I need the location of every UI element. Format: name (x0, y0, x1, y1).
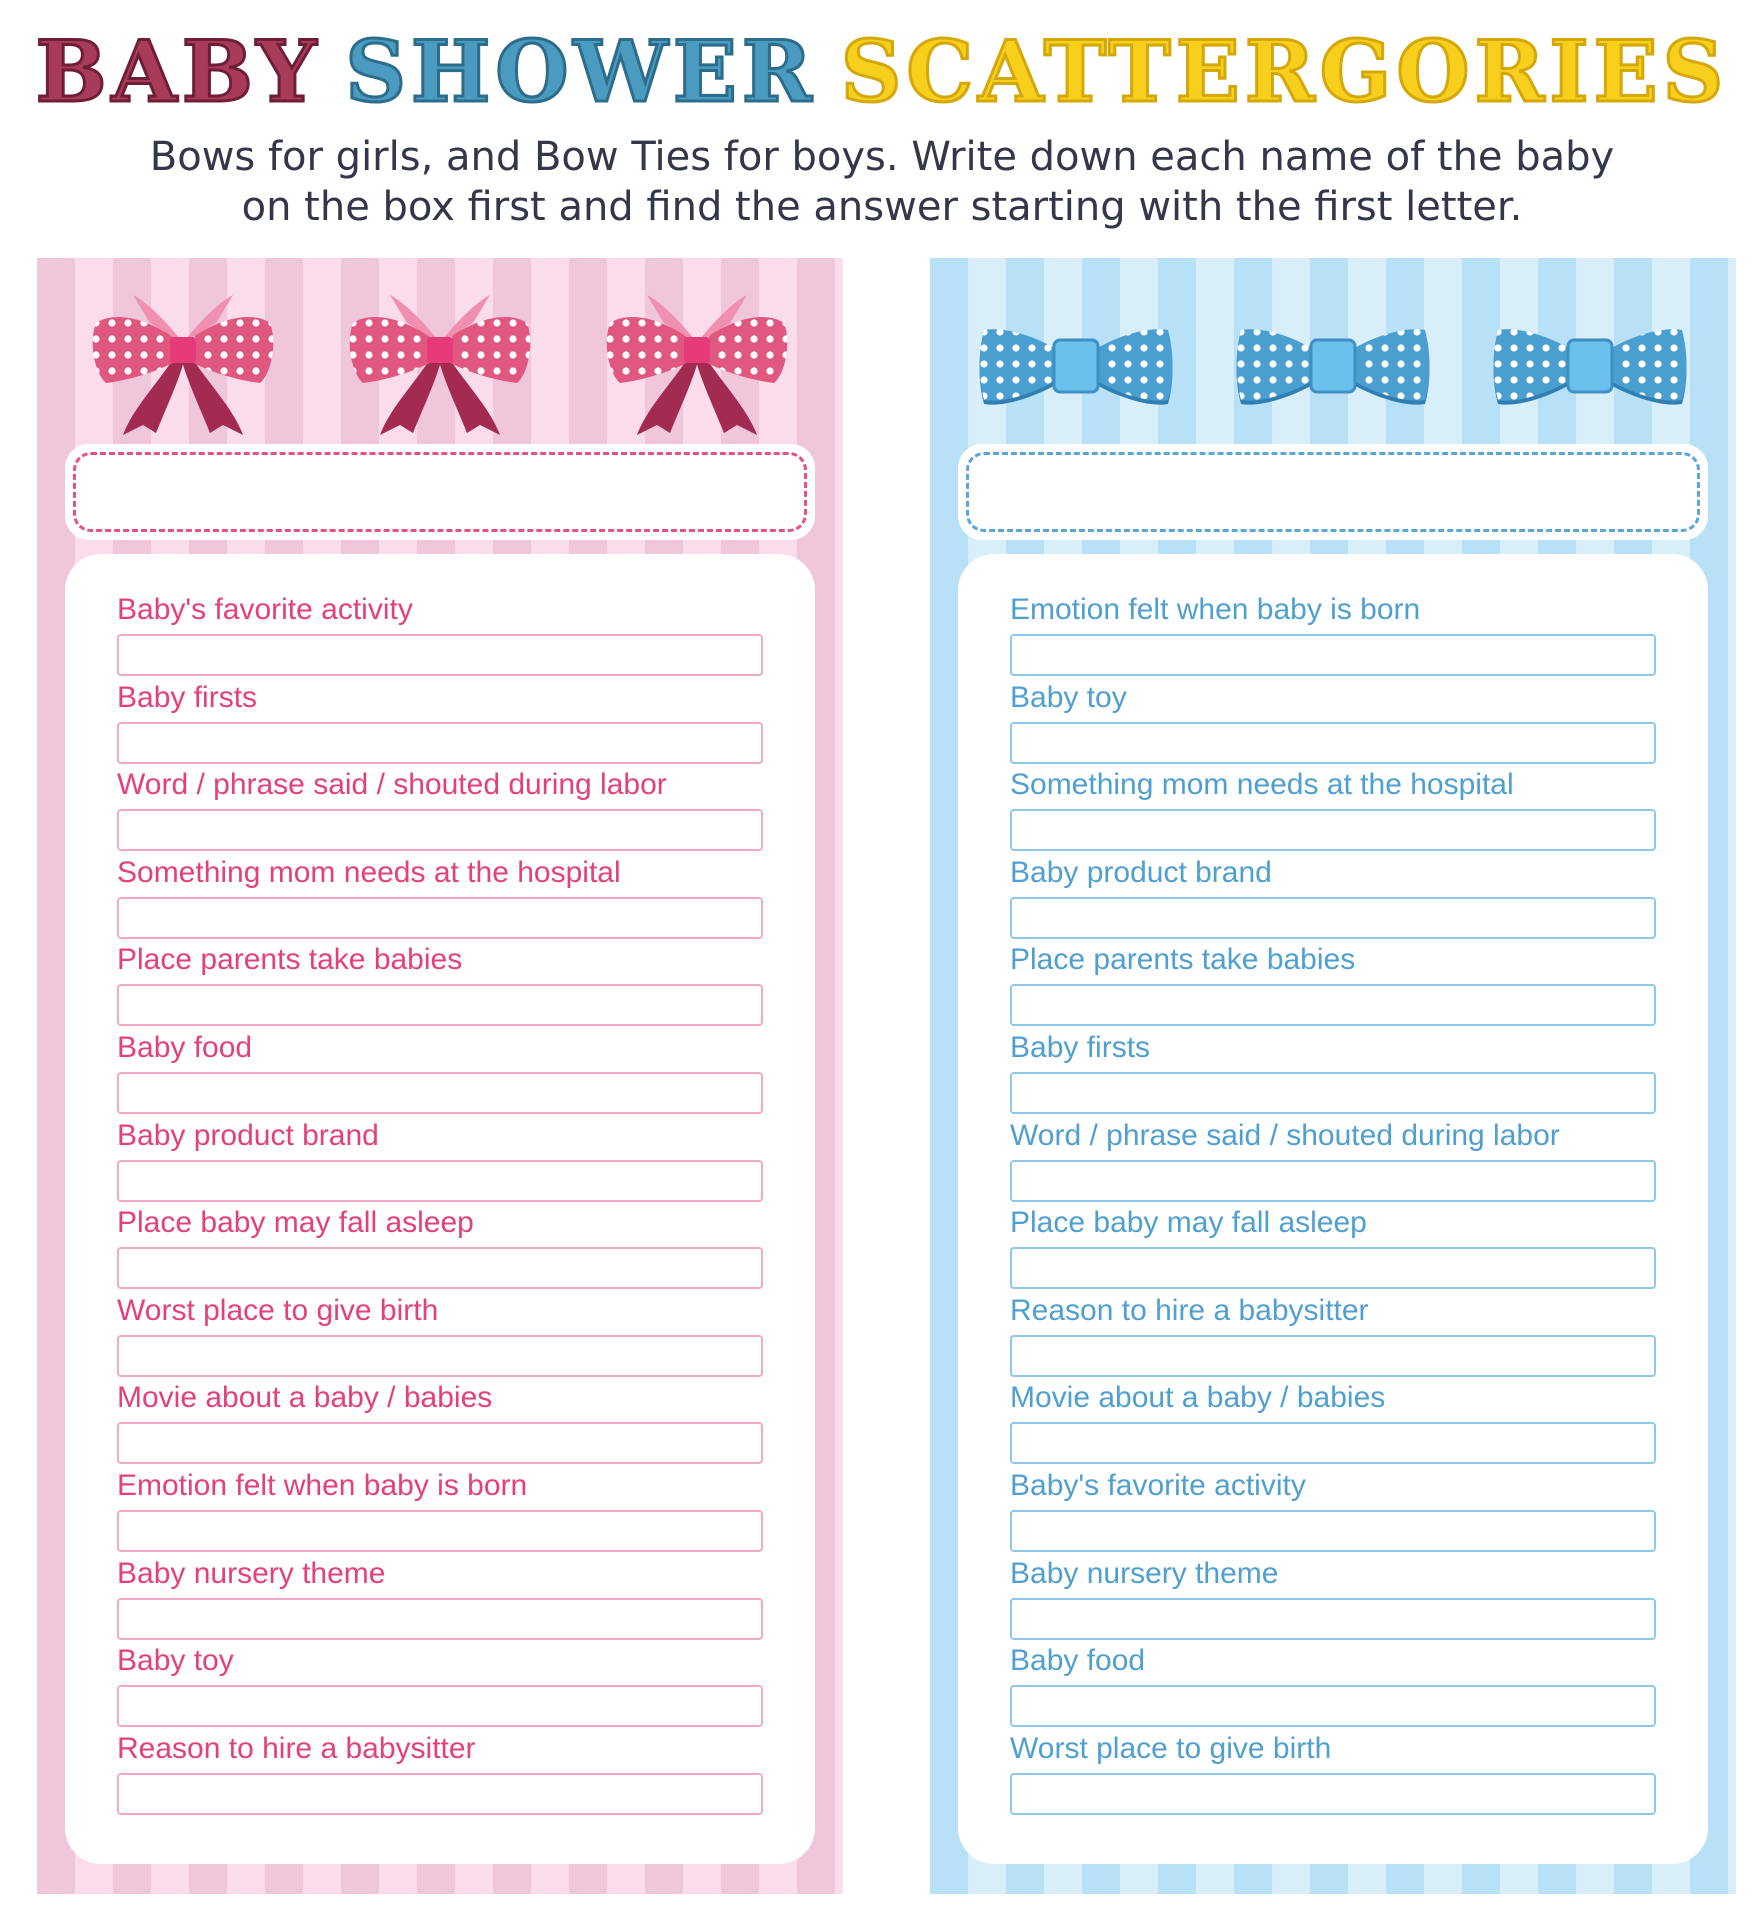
answer-field[interactable] (1010, 1335, 1656, 1377)
bow-row (37, 278, 843, 448)
answer-field[interactable] (1010, 809, 1656, 851)
question-label: Baby's favorite activity (117, 593, 413, 626)
question-label: Place baby may fall asleep (117, 1206, 474, 1240)
answer-field[interactable] (117, 1335, 763, 1377)
answer-field[interactable] (117, 1773, 763, 1815)
question-label: Baby product brand (1010, 855, 1272, 889)
question-label: Movie about a baby / babies (117, 1381, 493, 1415)
list-item (1010, 1030, 1656, 1118)
answer-field[interactable] (1010, 1685, 1656, 1727)
boy-question-card (958, 554, 1708, 1864)
question-label: Baby nursery theme (1010, 1556, 1279, 1590)
list-item (117, 767, 763, 855)
answer-field[interactable] (117, 1685, 763, 1727)
instructions-line-1: Bows for girls, and Bow Ties for boys. Write down each name of the baby (149, 134, 1615, 180)
list-item (117, 1380, 763, 1468)
list-item (1010, 1556, 1656, 1644)
list-item (117, 1205, 763, 1293)
list-item (117, 1030, 763, 1118)
list-item (1010, 855, 1656, 943)
list-item (1010, 1380, 1656, 1468)
question-label: Movie about a baby / babies (1010, 1381, 1386, 1415)
list-item (1010, 1118, 1656, 1206)
answer-field[interactable] (1010, 897, 1656, 939)
boy-name-box-frame (958, 444, 1708, 540)
list-item (1010, 680, 1656, 768)
question-label: Place baby may fall asleep (1010, 1206, 1367, 1240)
list-item (117, 855, 763, 943)
list-item (117, 1643, 763, 1731)
question-label: Worst place to give birth (1010, 1731, 1332, 1765)
question-label: Worst place to give birth (117, 1293, 439, 1327)
answer-field[interactable] (1010, 1773, 1656, 1815)
question-label: Baby nursery theme (117, 1556, 386, 1590)
list-item (117, 592, 763, 680)
list-item (1010, 592, 1656, 680)
list-item (1010, 1643, 1656, 1731)
answer-field[interactable] (1010, 1160, 1656, 1202)
list-item (117, 1468, 763, 1556)
question-label: Baby toy (1010, 680, 1127, 714)
bow-tie-icon (1490, 308, 1690, 418)
title-word-scattergories: SCATTERGORIES (840, 22, 1729, 121)
question-label: Reason to hire a babysitter (1010, 1293, 1369, 1327)
answer-field[interactable] (117, 1598, 763, 1640)
question-label: Word / phrase said / shouted during labor (1010, 1118, 1560, 1152)
question-label: Reason to hire a babysitter (117, 1731, 476, 1765)
question-label: Emotion felt when baby is born (117, 1468, 528, 1502)
answer-field[interactable] (117, 984, 763, 1026)
list-item (1010, 1468, 1656, 1556)
title-word-shower: SHOWER (345, 22, 817, 121)
list-item (117, 1556, 763, 1644)
answer-field[interactable] (117, 897, 763, 939)
answer-field[interactable] (117, 1422, 763, 1464)
bow-tie-icon (1233, 308, 1433, 418)
bow-tie-row (930, 278, 1736, 448)
question-label: Place parents take babies (1010, 943, 1356, 977)
list-item (1010, 767, 1656, 855)
list-item (1010, 1293, 1656, 1381)
question-label: Something mom needs at the hospital (117, 855, 621, 889)
question-label: Baby firsts (1010, 1030, 1151, 1064)
question-label: Baby toy (117, 1644, 234, 1678)
question-label: Baby food (117, 1030, 253, 1064)
answer-field[interactable] (1010, 1510, 1656, 1552)
list-item (1010, 1731, 1656, 1819)
question-label: Baby food (1010, 1644, 1146, 1678)
answer-field[interactable] (117, 1247, 763, 1289)
instructions (60, 132, 1704, 232)
girl-name-box-frame (65, 444, 815, 540)
bow-icon (345, 283, 535, 443)
girl-question-list (117, 592, 763, 1818)
girl-card (37, 258, 843, 1894)
page-title (0, 22, 1764, 122)
answer-field[interactable] (1010, 1247, 1656, 1289)
question-label: Emotion felt when baby is born (1010, 593, 1421, 626)
list-item (1010, 1205, 1656, 1293)
title-word-baby: BABY (35, 22, 322, 121)
bow-icon (602, 283, 792, 443)
boy-question-list (1010, 592, 1656, 1818)
list-item (117, 1118, 763, 1206)
answer-field[interactable] (1010, 1072, 1656, 1114)
answer-field[interactable] (1010, 1598, 1656, 1640)
question-label: Word / phrase said / shouted during labor (117, 768, 667, 802)
answer-field[interactable] (1010, 984, 1656, 1026)
list-item (117, 1731, 763, 1819)
question-label: Baby product brand (117, 1118, 379, 1152)
list-item (117, 680, 763, 768)
bow-tie-icon (976, 308, 1176, 418)
answer-field[interactable] (117, 809, 763, 851)
list-item (1010, 942, 1656, 1030)
girl-question-card (65, 554, 815, 1864)
answer-field[interactable] (117, 634, 763, 676)
answer-field[interactable] (1010, 722, 1656, 764)
list-item (117, 1293, 763, 1381)
girl-baby-name-field[interactable] (73, 452, 807, 532)
answer-field[interactable] (117, 1072, 763, 1114)
answer-field[interactable] (1010, 634, 1656, 676)
answer-field[interactable] (117, 722, 763, 764)
answer-field[interactable] (1010, 1422, 1656, 1464)
question-label: Baby firsts (117, 680, 258, 714)
list-item (117, 942, 763, 1030)
instructions-line-2: on the box first and find the answer starting with the first letter. (241, 184, 1523, 230)
boy-baby-name-field[interactable] (966, 452, 1700, 532)
answer-field[interactable] (117, 1160, 763, 1202)
answer-field[interactable] (117, 1510, 763, 1552)
question-label: Place parents take babies (117, 943, 463, 977)
question-label: Baby's favorite activity (1010, 1468, 1306, 1502)
question-label: Something mom needs at the hospital (1010, 768, 1514, 802)
bow-icon (88, 283, 278, 443)
boy-card (930, 258, 1736, 1894)
